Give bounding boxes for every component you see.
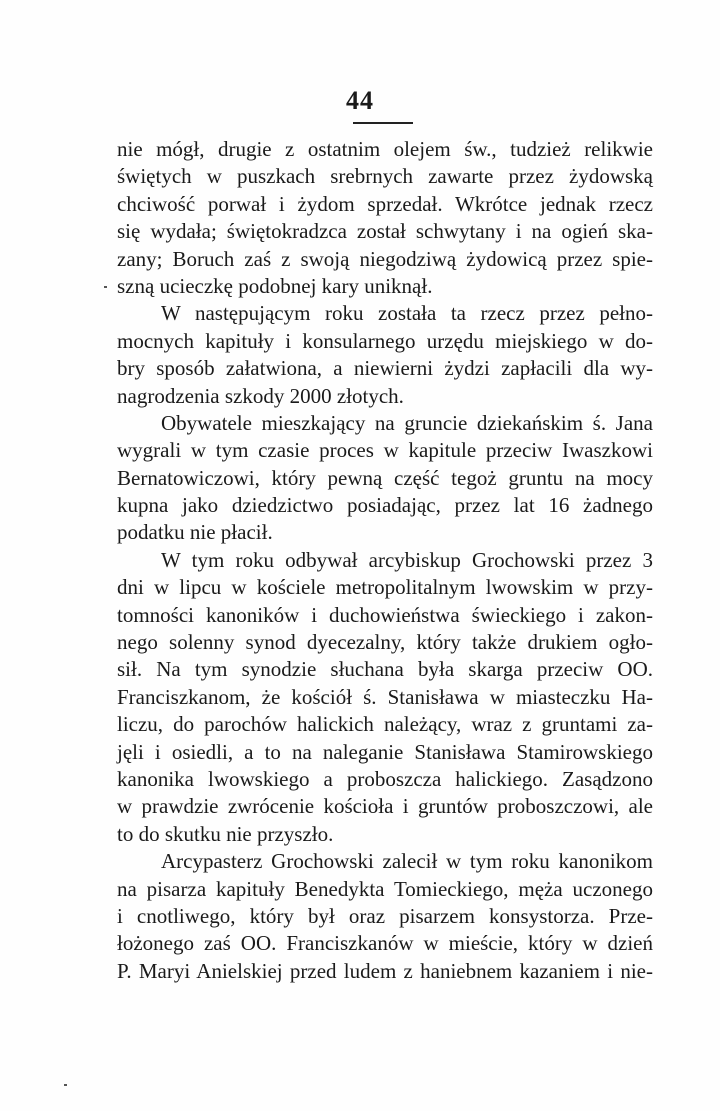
- print-speck: [64, 1084, 67, 1086]
- text-line: nagrodzenia szkody 2000 złotych.: [117, 383, 404, 408]
- text-line: szną ucieczkę podobnej kary uniknął.: [117, 273, 433, 298]
- text-line: nego solenny synod dyecezalny, który także drukiem ogło-: [117, 630, 653, 655]
- text-line: liczu, do parochów halickich należący, wraz z gruntami za-: [117, 712, 653, 737]
- text-line: zany; Boruch zaś z swoją niegodziwą żydowicą przez spie-: [117, 246, 653, 271]
- text-line: Franciszkanom, że kościół ś. Stanisława w miasteczku Ha-: [117, 684, 653, 709]
- text-line: W następującym roku została ta rzecz przez pełno-: [161, 301, 653, 326]
- text-line: i cnotliwego, który był oraz pisarzem konsystorza. Prze-: [117, 903, 653, 928]
- text-line: chciwość porwał i żydom sprzedał. Wkrótce jednak rzecz: [117, 191, 653, 216]
- text-line: kanonika lwowskiego a proboszcza halickiego. Zasądzono: [117, 766, 653, 791]
- text-line: W tym roku odbywał arcybiskup Grochowski przez 3: [161, 547, 653, 572]
- body-text: [117, 136, 653, 985]
- page-number-rule: [353, 122, 413, 124]
- text-line: łożonego zaś OO. Franciszkanów w mieście, który w dzień: [117, 931, 653, 956]
- text-line: to do skutku nie przyszło.: [117, 821, 334, 846]
- text-line: sił. Na tym synodzie słuchana była skarga przeciw OO.: [117, 657, 653, 682]
- text-line: podatku nie płacił.: [117, 520, 273, 545]
- text-line: Bernatowiczowi, który pewną część tegoż gruntu na mocy: [117, 465, 653, 490]
- text-line: nie mógł, drugie z ostatnim olejem św., tudzież relikwie: [117, 137, 653, 161]
- text-line: P. Maryi Anielskiej przed ludem z haniebnem kazaniem i nie-: [117, 958, 653, 983]
- text-line: się wydała; świętokradzca został schwytany i na ogień ska-: [117, 219, 653, 244]
- text-line: bry sposób załatwiona, a niewierni żydzi zapłacili dla wy-: [117, 356, 653, 381]
- text-line: wygrali w tym czasie proces w kapitule przeciw Iwaszkowi: [117, 438, 653, 463]
- page-number: 44: [346, 86, 374, 115]
- text-line: Obywatele mieszkający na gruncie dziekańskim ś. Jana: [161, 410, 653, 435]
- text-line: jęli i osiedli, a to na naleganie Stanisława Stamirowskiego: [117, 739, 653, 764]
- text-line: mocnych kapituły i konsularnego urzędu miejskiego w do-: [117, 328, 653, 353]
- text-line: Arcypasterz Grochowski zalecił w tym roku kanonikom: [161, 849, 653, 874]
- text-line: świętych w puszkach srebrnych zawarte przez żydowską: [117, 164, 653, 189]
- text-line: kupna jako dziedzictwo posiadając, przez lat 16 żadnego: [117, 493, 653, 518]
- print-speck: [104, 286, 107, 288]
- text-line: w prawdzie zwrócenie kościoła i gruntów proboszczowi, ale: [117, 794, 653, 819]
- text-line: dni w lipcu w kościele metropolitalnym lwowskim w przy-: [117, 575, 653, 600]
- text-line: tomności kanoników i duchowieństwa świeckiego i zakon-: [117, 602, 653, 627]
- text-line: na pisarza kapituły Benedykta Tomieckiego, męża uczonego: [117, 876, 653, 901]
